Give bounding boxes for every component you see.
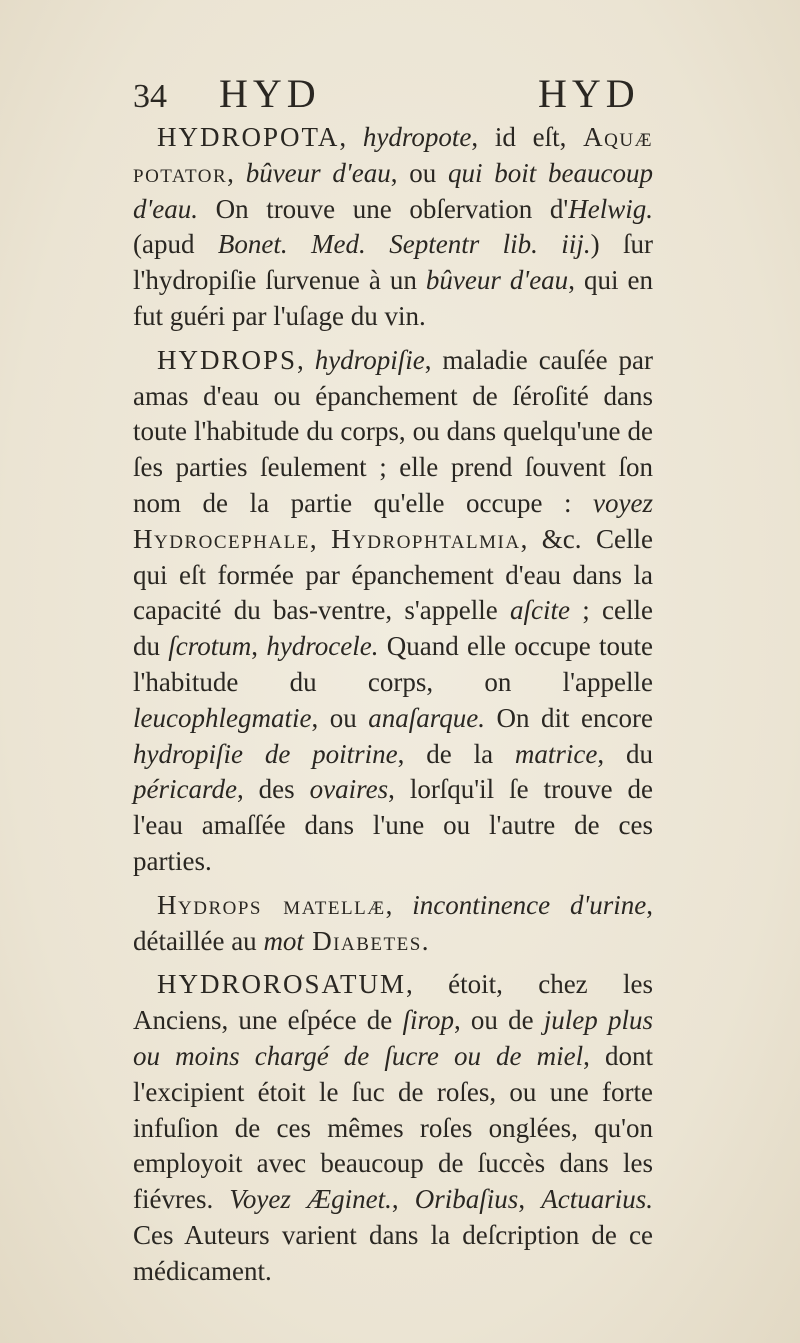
italic-text: aſcite	[510, 595, 570, 626]
italic-text: matrice	[514, 738, 598, 769]
entry-headword: HYDROPS	[157, 344, 298, 375]
italic-text: incontinence d'urine	[412, 889, 647, 920]
entry-text: , ou de	[453, 1005, 544, 1036]
running-header	[133, 70, 673, 120]
entry-headword: HYDROROSATUM	[157, 969, 407, 1000]
entry-text: , ou	[311, 702, 369, 733]
entry-headword: HYDROPOTA	[157, 122, 340, 152]
italic-text: Bonet. Med. Septentr lib. iij.	[217, 229, 591, 260]
entry-text: , qui en fut guéri par l'uſage du vin.	[133, 265, 653, 331]
entry-text: , de la	[397, 738, 515, 769]
entry-text: , détaillée au	[133, 889, 653, 956]
entry-text: ,	[339, 122, 363, 152]
entry-text: ,	[518, 1184, 542, 1215]
entry-text: , &c. Celle qui eſt formée par épanchement d'eau dans la capacité du bas-ventre, s'appelle	[133, 523, 653, 626]
header-left-word: HYD	[219, 71, 321, 116]
small-caps-text: Hydrocephale	[133, 523, 310, 554]
entry-hydrops	[133, 343, 653, 880]
italic-text: péricarde	[133, 774, 237, 805]
entry-text: , ou	[390, 157, 448, 188]
entry-hydropota	[133, 120, 653, 335]
italic-text: hydropote	[362, 122, 472, 152]
italic-text: mot	[263, 925, 304, 956]
entry-text: ,	[227, 157, 246, 188]
entry-text: ,	[297, 344, 315, 375]
entry-text: , des	[236, 774, 310, 805]
entry-hydrorosatum	[133, 967, 653, 1289]
italic-text: voyez	[593, 487, 653, 518]
entry-text: ,	[309, 523, 332, 554]
italic-text: bûveur d'eau	[245, 157, 391, 188]
entry-text: , dont l'excipient étoit le ſuc de roſes, ou une forte infuſion de ces mêmes roſes onglées, qu'on employoit avec beaucoup de ſuccès dans les fiévres.	[133, 1040, 653, 1215]
entry-text: , étoit, chez les Anciens, une eſpéce de	[133, 969, 653, 1036]
entry-text: On trouve une obſervation d'	[198, 193, 569, 224]
italic-text: Helwig.	[568, 193, 653, 224]
italic-text: hydropiſie de poitrine	[133, 738, 398, 769]
italic-text: leucophlegmatie	[133, 702, 312, 733]
italic-text: Voyez Æginet.	[229, 1184, 392, 1215]
italic-text: ſirop	[402, 1005, 454, 1036]
italic-text: bûveur d'eau	[425, 265, 569, 296]
dictionary-text	[133, 120, 653, 1298]
entry-text: Quand elle occupe toute l'habitude du corps, on l'appelle	[133, 631, 654, 697]
italic-text: Oribaſius	[414, 1184, 519, 1215]
entry-text: ,	[391, 1184, 415, 1215]
small-caps-text: Hydrophtalmia	[331, 523, 521, 554]
small-caps-text: Diabetes.	[303, 925, 431, 956]
entry-text: , id eſt,	[471, 122, 584, 152]
entry-text: On dit encore	[485, 702, 654, 733]
entry-text: ) ſur l'hydropiſie ſurvenue à un	[133, 229, 653, 296]
italic-text: hydrocele.	[266, 631, 379, 662]
entry-headword: Hydrops matellæ	[157, 889, 386, 920]
entry-hydrops-matellae	[133, 888, 653, 960]
entry-text: (apud	[133, 229, 218, 260]
entry-text: ; celle du	[133, 595, 653, 662]
entry-text: ,	[251, 631, 267, 662]
italic-text: anaſarque.	[368, 702, 485, 733]
italic-text: Actuarius.	[541, 1184, 654, 1215]
page-number: 34	[133, 78, 167, 115]
entry-text: Ces Auteurs varient dans la deſcription de ce médicament.	[133, 1219, 653, 1286]
entry-text: , maladie cauſée par amas d'eau ou épanchement de ſéroſité dans toute l'habitude du corps, ou dans quelqu'une de ſes parties ſeulement ; elle prend ſouvent ſon nom de la partie qu'elle occupe :	[133, 344, 654, 518]
italic-text: hydropiſie	[314, 344, 425, 375]
small-caps-text: Aquæ potator	[133, 122, 653, 188]
italic-text: ſcrotum	[168, 631, 252, 662]
entry-text: , du	[597, 738, 653, 769]
entry-text: , lorſqu'il ſe trouve de l'eau amaſſée dans l'une ou l'autre de ces parties.	[133, 774, 653, 876]
italic-text: qui boit beaucoup d'eau.	[133, 157, 654, 224]
italic-text: ovaires	[309, 774, 389, 805]
italic-text: julep plus ou moins chargé de ſucre ou de miel	[133, 1005, 653, 1071]
header-right-word: HYD	[538, 71, 640, 116]
entry-text: ,	[385, 889, 413, 920]
